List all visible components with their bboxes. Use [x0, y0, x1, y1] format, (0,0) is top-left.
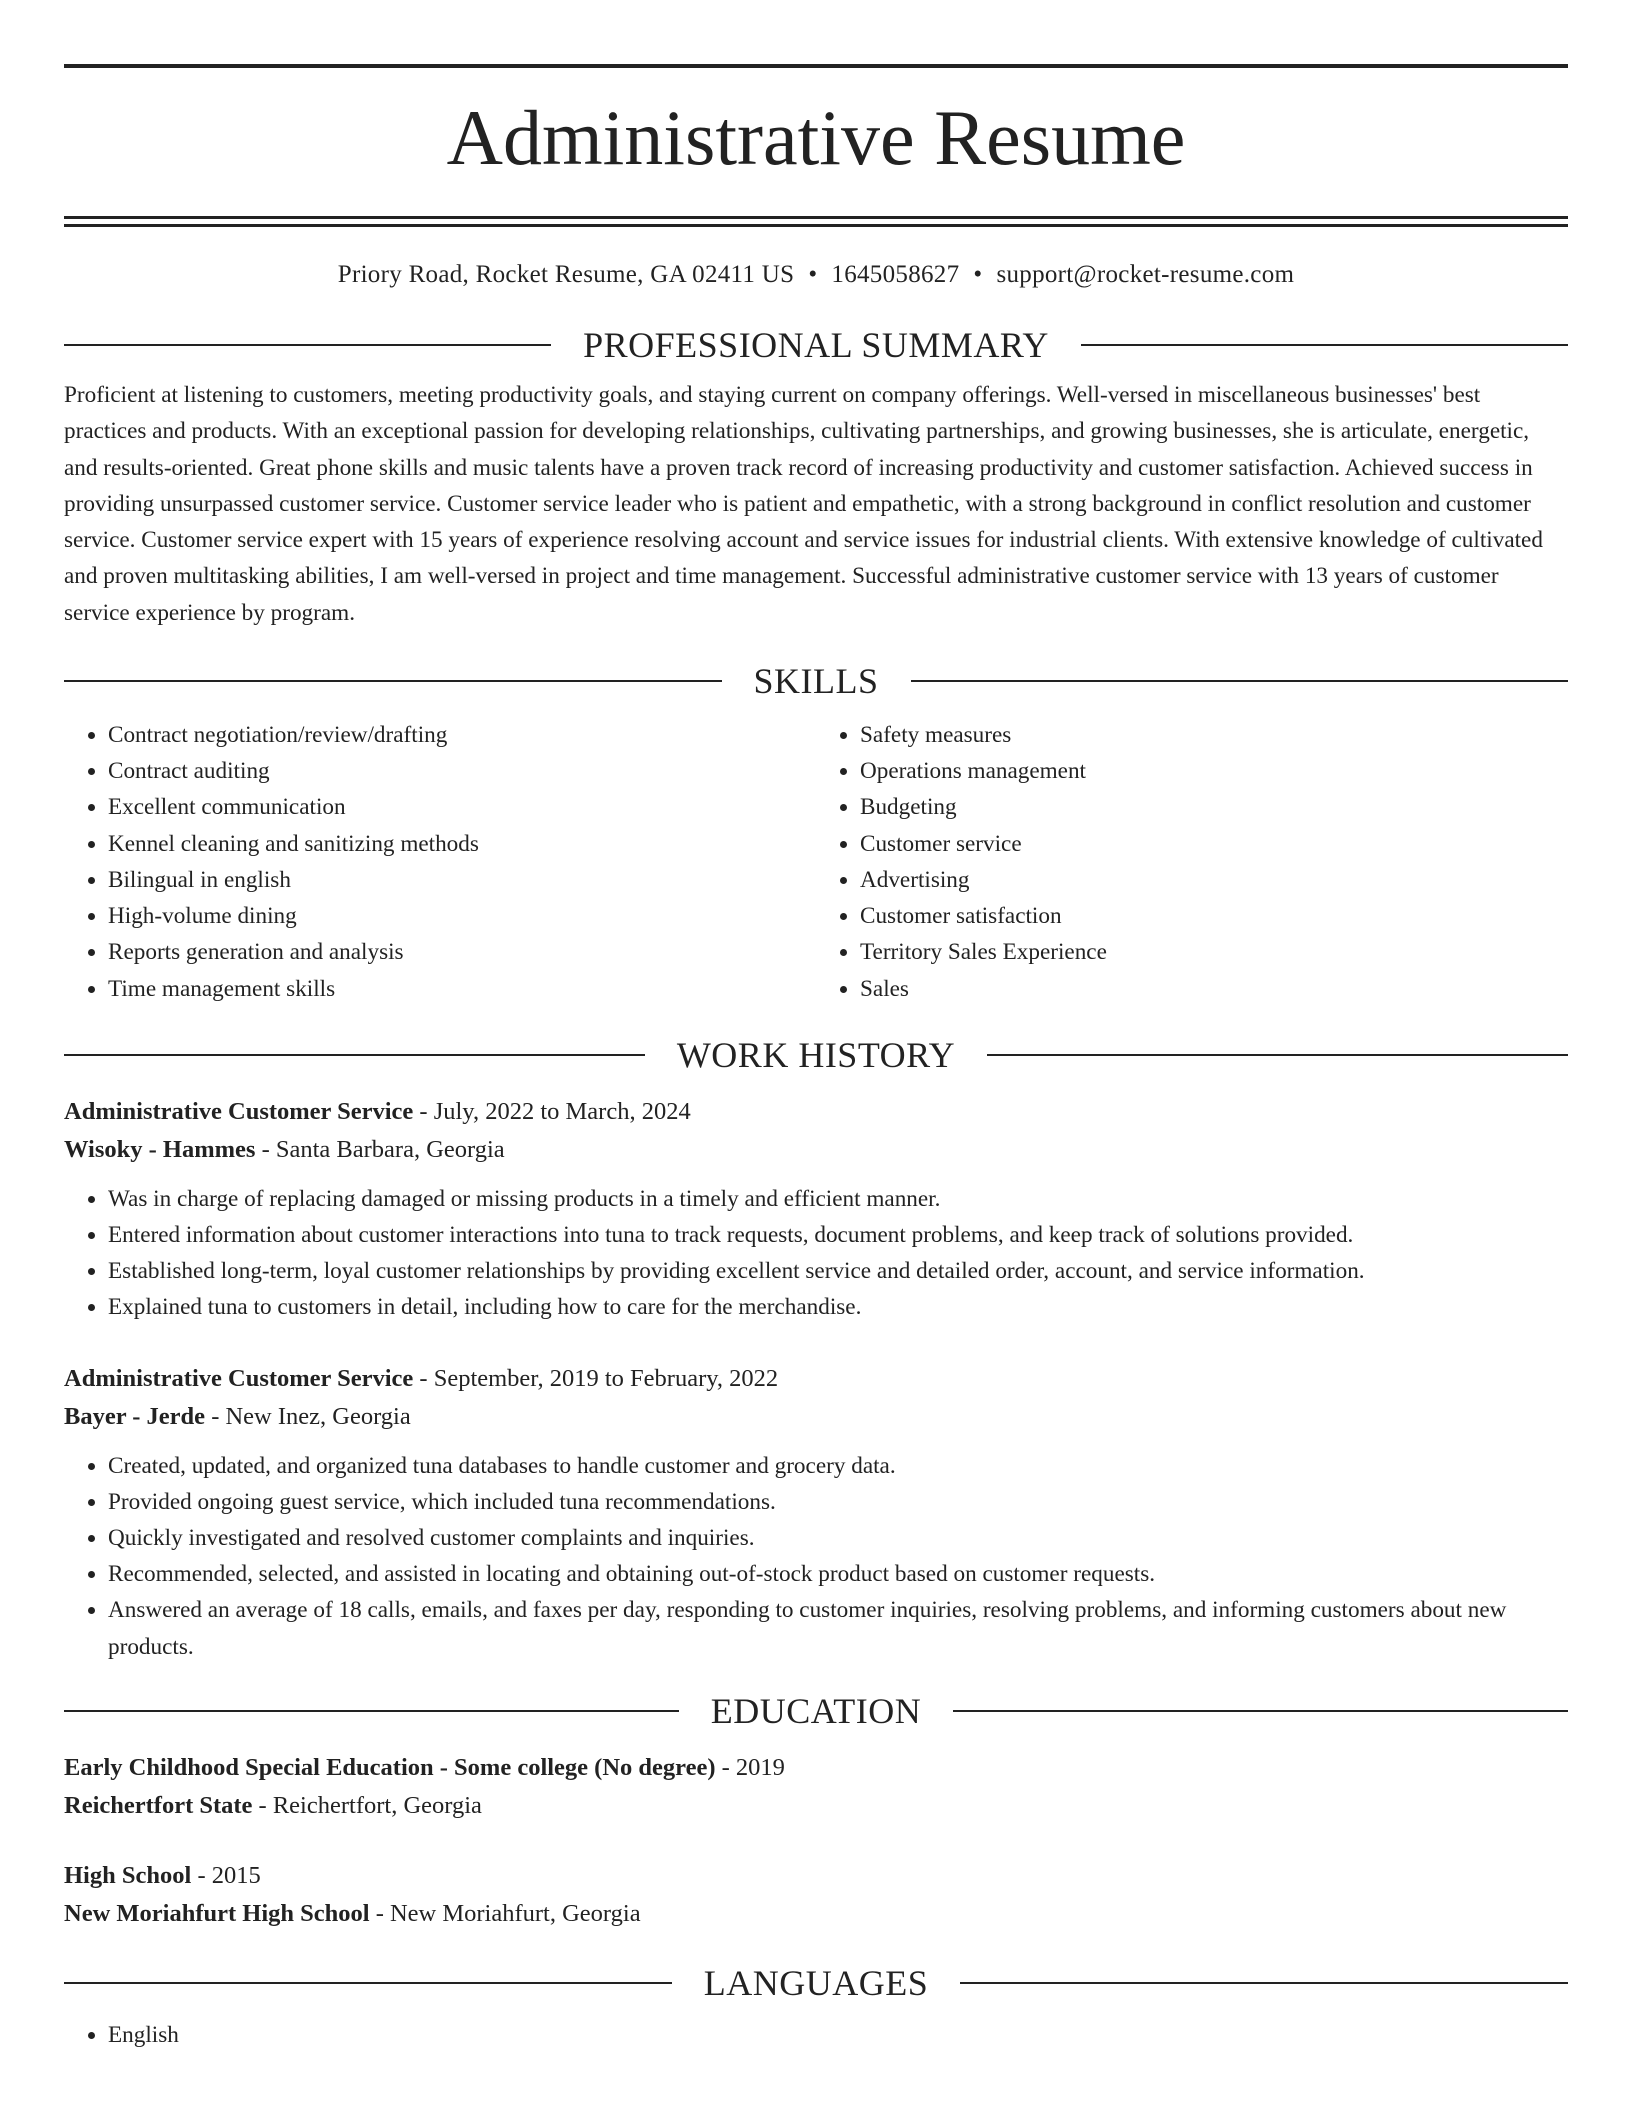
job-bullet: • Answered an average of 18 calls, emails, and faxes per day, responding to customer inquiries, resolving problems, and informing customers about new products. — [108, 1592, 1568, 1664]
school-location: - Reichertfort, Georgia — [252, 1791, 482, 1819]
skills-list — [64, 717, 1568, 1007]
skill-item: • Budgeting — [860, 789, 1568, 825]
skill-item: • Bilingual in english — [108, 862, 816, 898]
separator-dot: • — [808, 261, 818, 288]
skill-item: • Customer service — [860, 826, 1568, 862]
job-location: - Santa Barbara, Georgia — [255, 1135, 505, 1163]
section-title: PROFESSIONAL SUMMARY — [583, 325, 1049, 365]
email: support@rocket-resume.com — [996, 261, 1295, 288]
job-bullet: • Recommended, selected, and assisted in locating and obtaining out-of-stock product based on customer requests. — [108, 1556, 1568, 1592]
school: Reichertfort State — [64, 1791, 253, 1819]
education-entry — [64, 1857, 1568, 1933]
section-rule — [64, 1710, 679, 1712]
top-rule — [64, 64, 1568, 68]
section-rule — [1081, 344, 1568, 346]
graduation-year: - 2015 — [191, 1861, 261, 1889]
contact-line — [64, 257, 1568, 293]
school-line — [64, 1895, 1568, 1933]
skill-item: • Reports generation and analysis — [108, 934, 816, 970]
section-title: WORK HISTORY — [676, 1034, 956, 1075]
section-rule — [960, 1982, 1568, 1984]
skill-item: • Contract negotiation/review/drafting — [108, 717, 816, 753]
school: New Moriahfurt High School — [64, 1899, 370, 1927]
section-header-education — [64, 1689, 1568, 1733]
education-entry — [64, 1749, 1568, 1825]
job-company-line — [64, 1131, 1568, 1169]
job-bullets — [64, 1181, 1568, 1326]
degree-line — [64, 1857, 1568, 1895]
section-rule — [987, 1054, 1568, 1056]
job-company: Bayer - Jerde — [64, 1402, 206, 1430]
section-header-skills — [64, 659, 1568, 703]
job-company-line — [64, 1398, 1568, 1436]
summary-text: Proficient at listening to customers, meeting productivity goals, and staying current on company offerings. Well-versed in miscellaneous businesses' best practices and products. With an exceptional passion for developing relationships, cultivating partnerships, and growing businesses, she is articulate, energetic, and results-oriented. Great phone skills and music talents have a proven track record of increasing productivity and customer satisfaction. Achieved success in providing unsurpassed customer service. Customer service leader who is patient and empathetic, with a strong background in conflict resolution and customer service. Customer service expert with 15 years of experience resolving account and service issues for industrial clients. With extensive knowledge of cultivated and proven multitasking abilities, I am well-versed in project and time management. Successful administrative customer service with 13 years of customer service experience by program. — [64, 382, 1543, 626]
job-bullet: • Entered information about customer interactions into tuna to track requests, document problems, and keep track of solutions provided. — [108, 1217, 1568, 1253]
degree: Early Childhood Special Education - Some college (No degree) — [64, 1753, 716, 1781]
skill-item: • Operations management — [860, 753, 1568, 789]
skill-item: • Kennel cleaning and sanitizing methods — [108, 826, 816, 862]
job-bullet: • Was in charge of replacing damaged or missing products in a timely and efficient manner. — [108, 1181, 1568, 1217]
section-title: LANGUAGES — [703, 1962, 929, 2003]
section-rule — [64, 680, 722, 682]
skill-item: • Time management skills — [108, 971, 816, 1007]
degree-line — [64, 1749, 1568, 1787]
graduation-year: - 2019 — [715, 1753, 785, 1781]
resume-title: Administrative Resume — [446, 94, 1186, 181]
address: Priory Road, Rocket Resume, GA 02411 US — [337, 261, 795, 288]
section-header-work — [64, 1033, 1568, 1077]
job-bullets — [64, 1448, 1568, 1665]
separator-dot: • — [973, 261, 983, 288]
section-rule — [911, 680, 1569, 682]
section-rule — [64, 1054, 645, 1056]
skill-item: • Customer satisfaction — [860, 898, 1568, 934]
job-bullet: • Provided ongoing guest service, which included tuna recommendations. — [108, 1484, 1568, 1520]
job-dates: - September, 2019 to February, 2022 — [413, 1364, 779, 1392]
section-header-summary — [64, 323, 1568, 367]
job-title-line — [64, 1093, 1568, 1131]
language-item: • English — [108, 2017, 1568, 2053]
job-bullet: • Created, updated, and organized tuna databases to handle customer and grocery data. — [108, 1448, 1568, 1484]
job-bullet: • Established long-term, loyal customer relationships by providing excellent service and detailed order, account, and service information. — [108, 1253, 1568, 1289]
languages-list — [64, 2017, 1568, 2053]
skill-item: • Excellent communication — [108, 789, 816, 825]
job-title: Administrative Customer Service — [64, 1097, 414, 1125]
section-title: EDUCATION — [710, 1690, 922, 1731]
job-title-line — [64, 1360, 1568, 1398]
degree: High School — [64, 1861, 192, 1889]
section-rule — [953, 1710, 1568, 1712]
skill-item: • Contract auditing — [108, 753, 816, 789]
skill-item: • Advertising — [860, 862, 1568, 898]
skill-item: • Safety measures — [860, 717, 1568, 753]
job-bullet: • Quickly investigated and resolved customer complaints and inquiries. — [108, 1520, 1568, 1556]
school-location: - New Moriahfurt, Georgia — [369, 1899, 641, 1927]
job-title: Administrative Customer Service — [64, 1364, 414, 1392]
job-dates: - July, 2022 to March, 2024 — [413, 1097, 691, 1125]
skill-item: • High-volume dining — [108, 898, 816, 934]
resume-page — [64, 64, 1568, 2053]
skills-column-left — [64, 717, 816, 1007]
skills-column-right — [816, 717, 1568, 1007]
section-title: SKILLS — [753, 661, 879, 702]
school-line — [64, 1787, 1568, 1825]
section-rule — [64, 1982, 672, 1984]
skill-item: • Sales — [860, 971, 1568, 1007]
job-bullet: • Explained tuna to customers in detail, including how to care for the merchandise. — [108, 1289, 1568, 1325]
section-header-languages — [64, 1961, 1568, 2005]
section-rule — [64, 344, 551, 346]
job-company: Wisoky - Hammes — [64, 1135, 256, 1163]
job-entry — [64, 1360, 1568, 1665]
skill-item: • Territory Sales Experience — [860, 934, 1568, 970]
phone: 1645058627 — [831, 261, 960, 288]
job-entry — [64, 1093, 1568, 1326]
job-location: - New Inez, Georgia — [205, 1402, 411, 1430]
title-double-rule — [64, 216, 1568, 227]
